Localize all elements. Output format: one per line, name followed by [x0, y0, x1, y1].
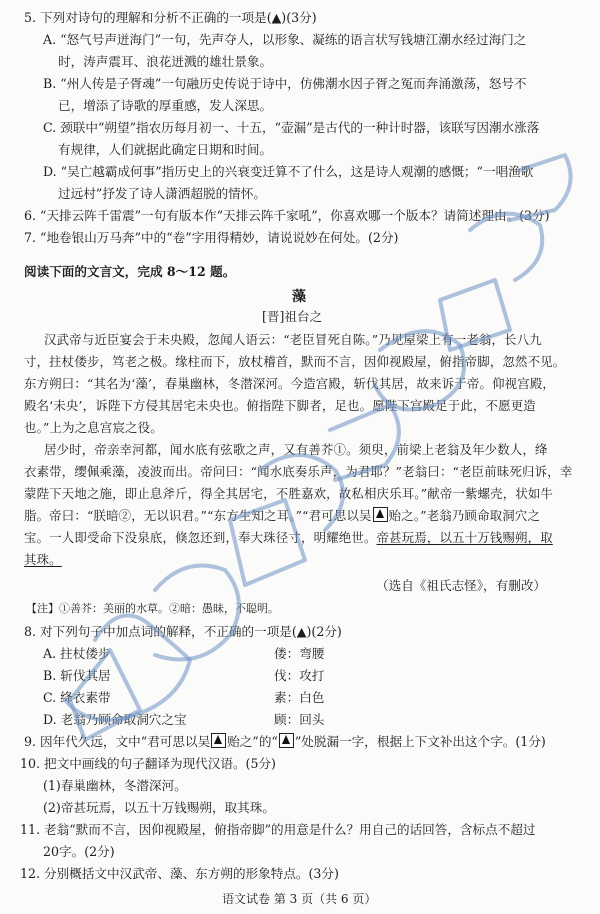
q10-sentence-1: (1)春巢幽林，冬潜深河。 — [43, 778, 187, 793]
q10-sentence-2: (2)帝甚玩焉，以五十万钱赐朔，取其珠。 — [43, 800, 275, 815]
passage-p2-line4 — [24, 506, 540, 525]
q5-option-b-line1: B. “州人传是子胥魂”一句融历史传说于诗中，仿佛潮水因子胥之冤而奔涌激荡，怒号不 — [43, 76, 527, 91]
q8-option-a: A. 拄杖偻步 — [43, 646, 111, 661]
q12-text: 12. 分别概括文中汉武帝、藻、东方朔的形象特点。(3分) — [20, 866, 339, 881]
q5-option-a-line2: 时，涛声震耳、浪花迸溅的雄壮景象。 — [58, 54, 273, 69]
passage-p2-line5-plain: 宝。一人即受命下没泉底，倏忽还到，奉大珠径寸，明耀绝世。 — [24, 530, 377, 545]
passage-p2-line5 — [24, 528, 553, 547]
q9-text-mid: 贻之”的“ — [227, 734, 278, 749]
passage-p1-line3: 东方朔曰：“其名为‘藻’，春巢幽林，冬潜深河。今造宫殿，斩伐其居，故来诉于帝。仰视宫殿， — [24, 376, 556, 391]
q8-option-c-gloss: 素：白色 — [274, 690, 325, 705]
q5-option-d-line2: 过远村”抒发了诗人潇洒超脱的情怀。 — [58, 186, 266, 201]
passage-p2-line4-head: 脂。帝曰：“朕暗②，无以识君。”“东方生知之耳。”“君可思以吴 — [24, 508, 372, 523]
q8-option-b: B. 斩伐其居 — [43, 668, 111, 683]
passage-p1-line5: 也。”上为之息宫宸之役。 — [24, 420, 163, 435]
passage-source: （选自《祖氏志怪》，有删改） — [376, 578, 547, 593]
q9-text — [24, 732, 546, 751]
q10-stem: 10. 把文中画线的句子翻译为现代汉语。(5分) — [20, 756, 276, 771]
q7-text: 7. “地卷银山万马奔”中的“卷”字用得精妙，请说说妙在何处。(2分) — [24, 230, 399, 245]
passage-p1-line1: 汉武帝与近臣宴会于未央殿，忽闻人语云：“老臣冒死自陈。”乃见屋梁上有一老翁，长八九 — [44, 332, 542, 347]
passage-title: 藻 — [292, 289, 306, 305]
q9-text-pre: 9. 因年代久远，文中“君可思以吴 — [24, 734, 211, 749]
passage-p2-line6 — [24, 550, 62, 569]
passage-p2-line5-underlined: 帝甚玩焉，以五十万钱赐朔，取 — [376, 530, 553, 545]
q9-box-2 — [279, 733, 294, 748]
q6-text: 6. “天排云阵千雷震”一句有版本作“天排云阵千家吼”，你喜欢哪一个版本？请简述理由。(3分) — [24, 208, 550, 223]
page-footer: 语文试卷 第 3 页（共 6 页） — [222, 892, 377, 906]
q8-option-d: D. 老翁乃顾命取洞穴之宝 — [43, 712, 187, 727]
missing-character-box — [373, 507, 388, 522]
passage-p2-line2: 衣素带，缨佩乘藻，凌波而出。帝问曰：“闻水底奏乐声，为君耶？”老翁曰：“老臣前昧死归诉，幸 — [24, 464, 573, 479]
passage-p1-line2: 寸，拄杖偻步，笃老之极。缘柱而下，放杖稽首，默而不言，因仰视殿屋，俯指帝脚，忽然不见。 — [24, 354, 566, 369]
q8-option-b-gloss: 伐：攻打 — [274, 668, 325, 683]
passage-p2-line6-underlined: 其珠。 — [24, 552, 62, 567]
q8-option-a-gloss: 偻：弯腰 — [274, 646, 325, 661]
passage-p2-line3: 蒙陛下天地之施，即止息斧斤，得全其居宅，不胜嘉欢，故私相庆乐耳。”献帝一紫螺壳，状如牛 — [24, 486, 554, 501]
annotation-note: 【注】①善芥：美丽的水草。②暗：愚昧，不聪明。 — [26, 602, 279, 615]
section-instruction: 阅读下面的文言文，完成 8～12 题。 — [24, 264, 236, 279]
q5-stem: 5. 下列对诗句的理解和分析不正确的一项是(▲)(3分) — [24, 10, 317, 25]
q8-stem: 8. 对下列句子中加点词的解释，不正确的一项是(▲)(2分) — [24, 624, 342, 639]
q5-option-b-line2: 已，增添了诗歌的厚重感，发人深思。 — [58, 98, 273, 113]
passage-p2-line4-tail: 贻之。”老翁乃顾命取洞穴之 — [388, 508, 541, 523]
passage-author: [晋]祖台之 — [262, 309, 323, 324]
q9-box-1 — [211, 733, 226, 748]
q5-option-c-line1: C. 颈联中“朔望”指农历每月初一、十五，“壶漏”是古代的一种计时器，该联写因潮水涨落 — [43, 120, 540, 135]
q5-option-d-line1: D. “吴亡越霸成何事”指历史上的兴衰变迁算不了什么，这是诗人观潮的感慨；“一唱渔歌 — [43, 164, 534, 179]
passage-p2-line1: 居少时，帝亲幸河都，闻水底有弦歌之声，又有善芥①。须臾，前梁上老翁及年少数人，绛 — [44, 442, 548, 457]
q11-line2: 20字。(2分) — [43, 844, 115, 859]
q11-line1: 11. 老翁“默而不言，因仰视殿屋，俯指帝脚”的用意是什么？用自己的话回答，含标点不超过 — [20, 822, 536, 837]
q5-option-a-line1: A. “怒气号声迸海门”一句，先声夺人，以形象、凝练的语言状写钱塘江潮水经过海门之 — [43, 32, 527, 47]
q9-text-post: ”处脱漏一字，根据上下文补出这个字。(1分) — [294, 734, 546, 749]
q8-option-c: C. 绛衣素带 — [43, 690, 111, 705]
q5-option-c-line2: 有规律，人们就据此确定日期和时间。 — [58, 142, 273, 157]
passage-p1-line4: 殿名‘未央’，诉陛下方侵其居宅未央也。俯指陛下脚者，足也。愿陛下宫殿足于此，不愿更造 — [24, 398, 536, 413]
q8-option-d-gloss: 顾：回头 — [274, 712, 325, 727]
